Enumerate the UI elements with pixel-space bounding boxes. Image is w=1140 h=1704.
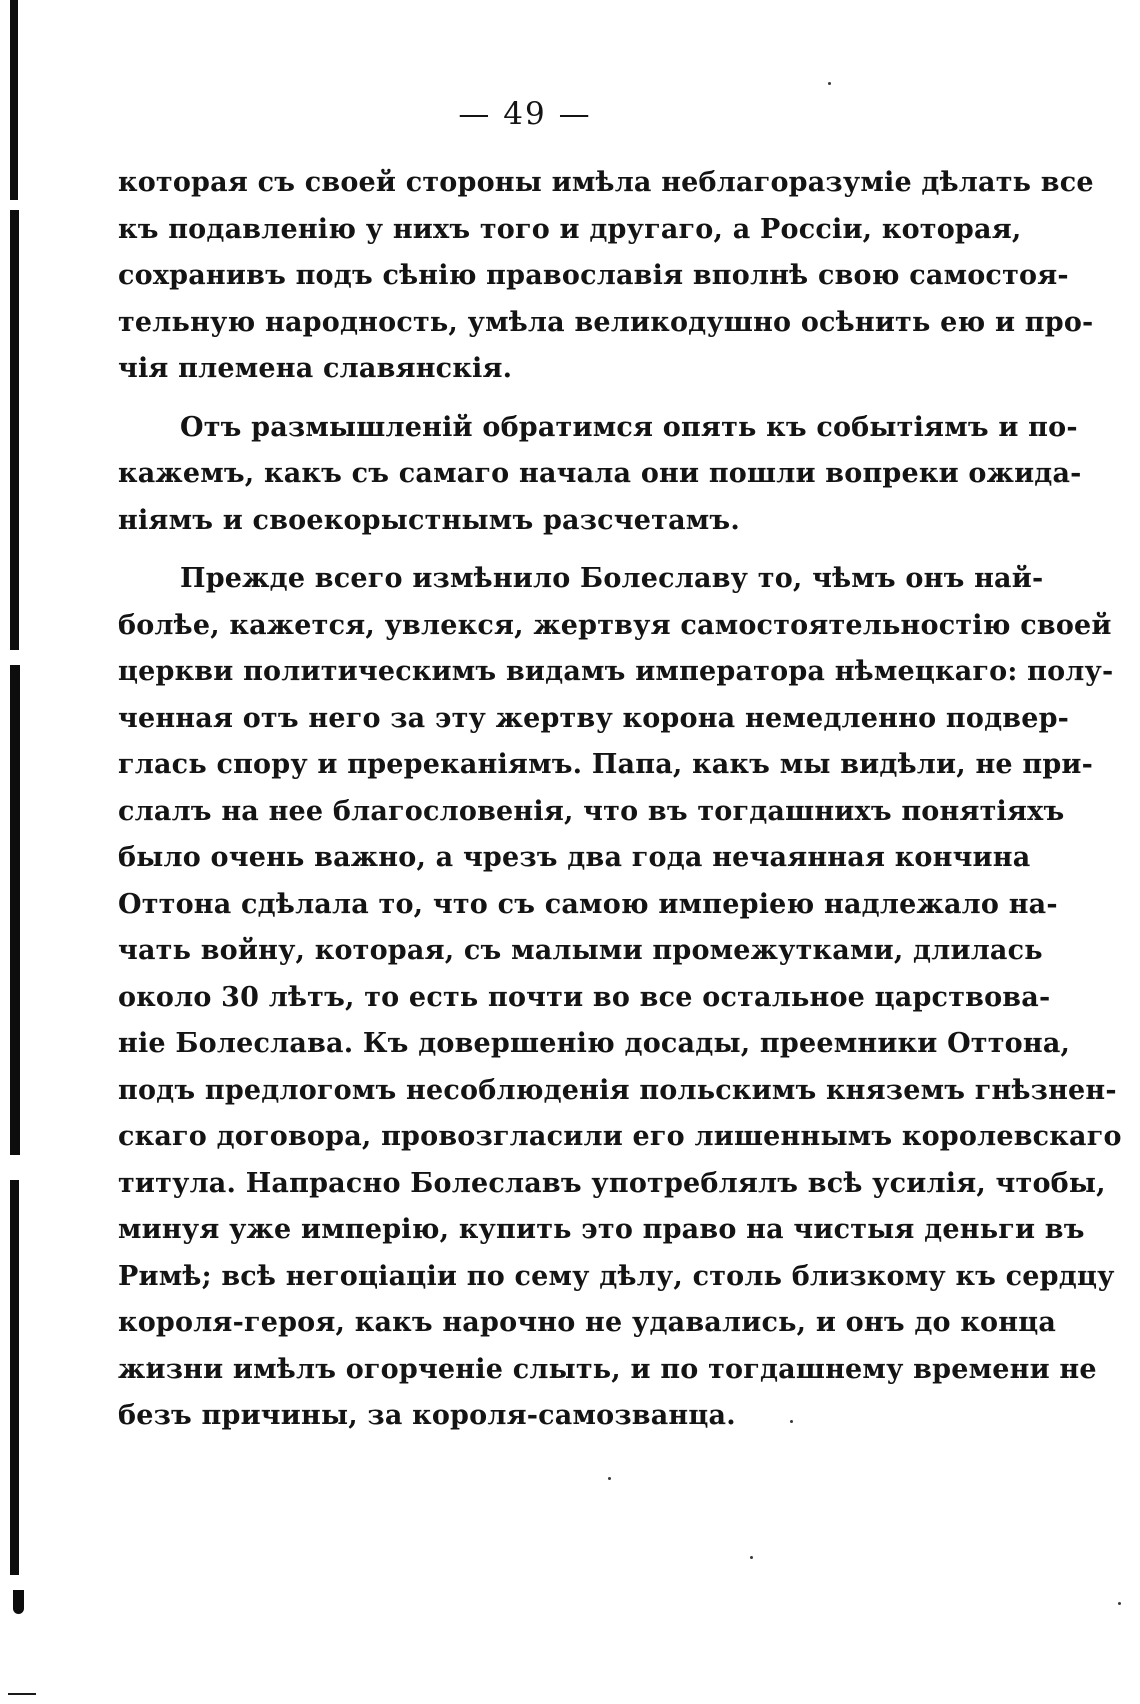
text-line: болѣе, кажется, увлекся, жертвуя самостоятельностію своей [118,609,1112,641]
text-line: безъ причины, за короля-самозванца. [118,1400,736,1431]
scan-edge-bar [10,665,20,1155]
scan-edge-bar [13,1590,24,1614]
text-line: которая съ своей стороны имѣла неблагоразуміе дѣлать все [118,167,1094,198]
text-line: кажемъ, какъ съ самаго начала они пошли вопреки ожида- [118,458,1082,489]
text-line: Римѣ; всѣ негоціаціи по сему дѣлу, столь близкому къ сердцу [118,1260,1115,1292]
text-line: короля-героя, какъ нарочно не удавались, и онъ до конца [118,1307,1057,1338]
body-text [118,160,1122,1440]
scan-speck [608,1477,611,1480]
paragraph [118,405,1082,545]
text-line: Прежде всего измѣнило Болеславу то, чѣмъ онъ най- [180,563,1044,594]
text-line: ченная отъ него за эту жертву корона немедленно подвер- [118,702,1070,734]
text-line: ніе Болеслава. Къ довершенію досады, преемники Оттона, [118,1028,1071,1059]
text-line: Отъ размышленій обратимся опять къ событіямъ и по- [180,411,1078,443]
text-line: чать войну, которая, съ малыми промежутками, длилась [118,935,1043,966]
scan-speck [1118,1602,1121,1605]
text-line: церкви политическимъ видамъ императора нѣмецкаго: полу- [118,656,1114,687]
text-line: къ подавленію у нихъ того и другаго, а Россіи, которая, [118,213,1022,245]
text-line: около 30 лѣтъ, то есть почти во все остальное царствова- [118,981,1051,1013]
scan-speck [750,1556,753,1559]
text-line: глась спору и пререканіямъ. Папа, какъ мы видѣли, не при- [118,749,1094,780]
text-line: было очень важно, а чрезъ два года нечаянная кончина [118,842,1031,873]
text-line: чія племена славянскія. [118,353,513,384]
text-line: минуя уже имперію, купить это право на чистыя деньги въ [118,1214,1085,1245]
scan-edge-bar [10,210,19,650]
text-line: слалъ на нее благословенія, что въ тогдашнихъ понятіяхъ [118,795,1065,827]
scan-speck [828,82,831,85]
paragraph [118,160,1094,393]
text-line: подъ предлогомъ несоблюденія польскимъ княземъ гнѣзнен- [118,1074,1117,1106]
text-line: ніямъ и своекорыстнымъ разсчетамъ. [118,504,740,536]
text-line: скаго договора, провозгласили его лишеннымъ королевскаго [118,1121,1122,1152]
text-line: тельную народность, умѣла великодушно осѣнить ею и про- [118,306,1094,338]
scan-edge-mark [8,1693,36,1695]
paragraph [118,556,1122,1440]
text-line: жизни имѣлъ огорченіе слыть, и по тогдашнему времени не [118,1353,1097,1385]
scan-edge-bar [10,1180,19,1575]
text-line: Оттона сдѣлала то, что съ самою имперіею надлежало на- [118,888,1058,920]
text-line: сохранивъ подъ сѣнію православія вполнѣ свою самостоя- [118,260,1069,291]
page-number: — 49 — [458,96,592,132]
text-line: титула. Напрасно Болеславъ употреблялъ всѣ усилія, чтобы, [118,1167,1106,1199]
